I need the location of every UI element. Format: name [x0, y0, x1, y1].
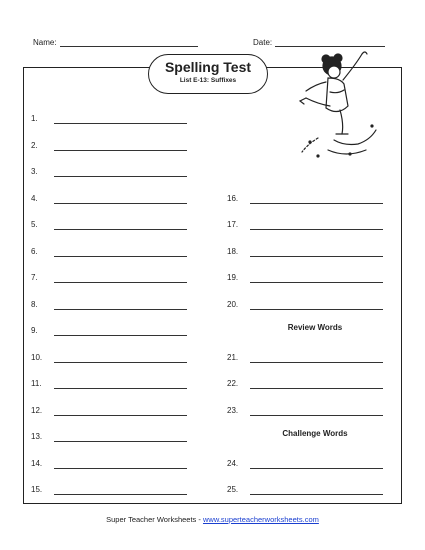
item-number: 16.: [227, 193, 239, 203]
answer-line[interactable]: [250, 388, 383, 389]
section-challenge-words: Challenge Words: [282, 429, 348, 438]
answer-line[interactable]: [250, 229, 383, 230]
item-number: 8.: [31, 299, 38, 309]
answer-line[interactable]: [54, 203, 187, 204]
figure-skater-icon: [288, 46, 388, 166]
answer-line[interactable]: [54, 150, 187, 151]
answer-line[interactable]: [54, 256, 187, 257]
item-number: 18.: [227, 246, 239, 256]
item-number: 4.: [31, 193, 38, 203]
item-number: 10.: [31, 352, 43, 362]
answer-line[interactable]: [54, 229, 187, 230]
page-subtitle: List E-13: Suffixes: [179, 77, 237, 84]
name-line[interactable]: [60, 46, 198, 47]
answer-line[interactable]: [250, 362, 383, 363]
item-number: 13.: [31, 432, 43, 441]
item-number: 3.: [31, 167, 38, 176]
answer-line[interactable]: [250, 309, 383, 310]
item-number: 17.: [227, 220, 239, 229]
answer-line[interactable]: [54, 309, 187, 310]
item-number: 22.: [227, 379, 239, 388]
title-badge: [148, 54, 268, 94]
answer-line[interactable]: [54, 176, 187, 177]
item-number: 11.: [31, 379, 42, 388]
page-title: Spelling Test: [164, 59, 252, 75]
answer-line[interactable]: [54, 494, 187, 495]
item-number: 20.: [227, 299, 239, 309]
item-number: 21.: [227, 352, 239, 362]
answer-line[interactable]: [54, 335, 187, 336]
item-number: 23.: [227, 405, 239, 415]
answer-line[interactable]: [250, 468, 383, 469]
answer-line[interactable]: [250, 282, 383, 283]
item-number: 19.: [227, 273, 239, 282]
item-number: 5.: [31, 220, 38, 229]
answer-line[interactable]: [54, 468, 187, 469]
answer-line[interactable]: [54, 441, 187, 442]
section-review-words: Review Words: [287, 323, 343, 332]
answer-line[interactable]: [250, 203, 383, 204]
answer-line[interactable]: [54, 362, 187, 363]
footer: [0, 515, 425, 524]
answer-line[interactable]: [250, 256, 383, 257]
name-label: Name:: [33, 38, 57, 47]
item-number: 7.: [31, 273, 38, 282]
footer-link[interactable]: www.superteacherworksheets.com: [202, 515, 319, 524]
answer-line[interactable]: [54, 123, 187, 124]
item-number: 9.: [31, 326, 38, 335]
item-number: 1.: [31, 114, 38, 123]
item-number: 2.: [31, 140, 38, 150]
answer-line[interactable]: [54, 282, 187, 283]
item-number: 12.: [31, 405, 43, 415]
date-label: Date:: [253, 38, 273, 47]
answer-line[interactable]: [250, 415, 383, 416]
item-number: 14.: [31, 458, 43, 468]
answer-line[interactable]: [54, 388, 187, 389]
answer-line[interactable]: [54, 415, 187, 416]
footer-text: Super Teacher Worksheets -: [106, 515, 203, 524]
answer-line[interactable]: [250, 494, 383, 495]
item-number: 6.: [31, 246, 38, 256]
item-number: 25.: [227, 485, 239, 494]
item-number: 24.: [227, 458, 239, 468]
item-number: 15.: [31, 485, 43, 494]
